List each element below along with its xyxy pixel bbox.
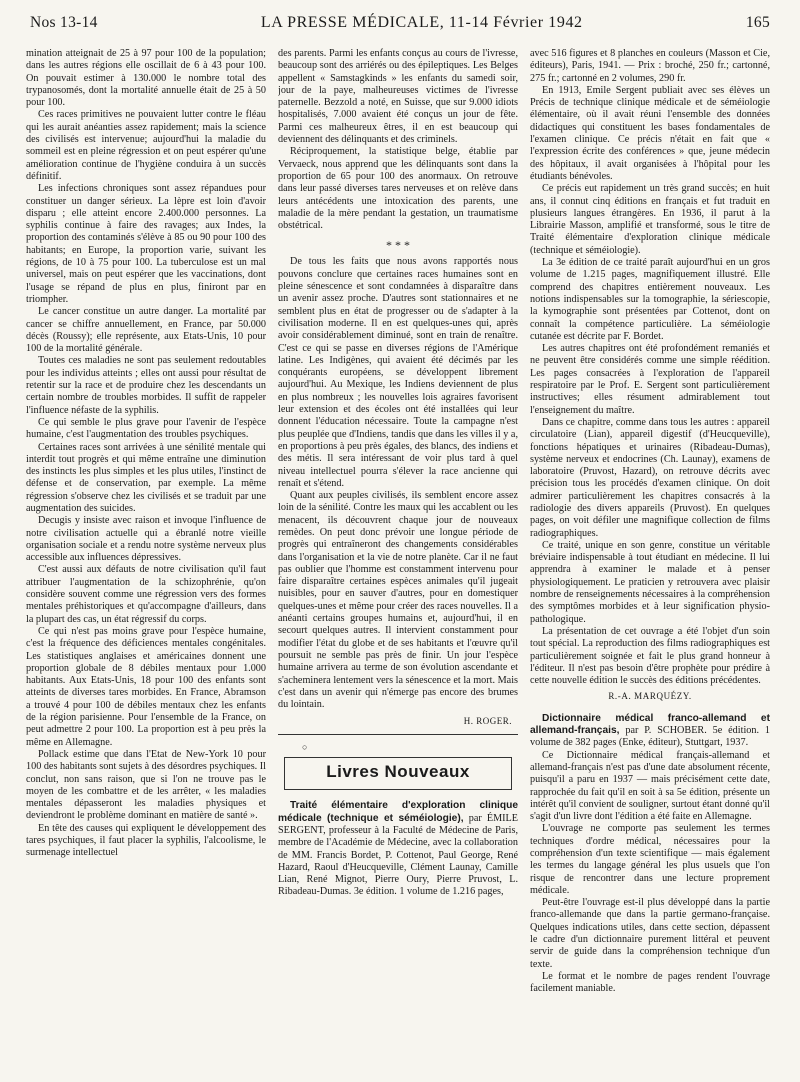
paragraph: Pollack estime que dans l'Etat de New-York 10 pour 100 des habitants sont sujets à des désordres psychiques. Il conclut, non sans raison, que si l'on ne trouve pas le moyen de les combattre et de les arrêter, « les maladies mentales dépasseront les maladies physiques et deviendront le problème dominant en matière de santé ». — [26, 748, 266, 822]
paragraph: Dans ce chapitre, comme dans tous les autres : appareil circulatoire (Lian), appareil digestif (d'Heucqueville), fonctions hépatiques et urinaires (Ribadeau-Dumas), système nerveux et endocrines (Ch. Launay), examens de laboratoire (Pruvost, Hazard), on retrouve décrits avec précision tous les procédés d'examen clinique. On doit admirer particulièrement les chapitres consacrés à la radiologie des divers appareils (Pruvost). En quelques pages, on voit défiler une magnifique collection de films radiographiques. — [530, 416, 770, 539]
paragraph: De tous les faits que nous avons rapportés nous pouvons conclure que certaines races humaines sont en pleine sénescence et sont condamnées à disparaître dans un avenir assez proche. D'autres sont stationnaires et ne semblent plus en état de progresser ou de s'adapter à la civilisation moderne. Il en est quelques-unes qui, après avoir considérablement diminué, sont en train de renaître. C'est ce qui se passe en diverses régions de l'Amérique latine. Les Indigènes, qui avaient été décimés par les conquérants européens, se développent librement aujourd'hui. Au Mexique, les Indiens deviennent de plus en plus nombreux ; les nouvelles lois agraires favorisent leur extension et des écoles ont été installées qui leur donnent l'éducation nécessaire. Toute la campagne n'est plus peuplée que d'Indiens, tandis que dans les villes il y a, en proportions à peu près égales, des blancs, des indiens et des métis. Il sera intéressant de voir plus tard à quel niveau intellectuel pourra s'élever la race ancienne qui renaît et s'étend. — [278, 256, 518, 489]
reviewer-signature: R.-A. MARQUÉZY. — [608, 691, 692, 702]
paragraph: Toutes ces maladies ne sont pas seulement redoutables pour les individus atteints ; elles ont aussi pour résultat de retentir sur la race et de produire chez les descendants un certain nombre de troubles morbides. Il suffit de rappeler l'influence néfaste de la syphilis. — [26, 355, 266, 416]
paragraph: Ces races primitives ne pouvaient lutter contre le fléau qui les aurait anéanties assez rapidement; mais la science des civilisés est intervenue; aujourd'hui la maladie du sommeil est en pleine régression et on peut espérer qu'une amélioration continue de l'hygiène conduira à un succès définitif. — [26, 109, 266, 182]
divider — [278, 734, 518, 735]
book-details: par ÉMILE SERGENT, professeur à la Faculté de Médecine de Paris, membre de l'Académie de Médecine, avec la collaboration de MM. Francis Bordet, P. Cottenot, Paul George, René Hazard, Raoul d'Heucqueville, Clément Launay, Camille Lian, René Mignot, Pierre Oury, Pierre Pruvost, L. Ribadeau-Dumas. 3e édition. 1 volume de 1.216 pages, — [278, 812, 518, 898]
paragraph: Peut-être l'ouvrage est-il plus développé dans la partie franco-allemande que dans la partie germano-française. Quelques indications utiles, dans cette section, dépassent le cadre d'un dictionnaire purement littéral et peuvent servir de guide dans la compréhension technique d'un texte. — [530, 897, 770, 970]
paragraph: Decugis y insiste avec raison et invoque l'influence de notre civilisation actuelle qui a ébranlé notre vieille organisation sociale et a rendu notre système nerveux plus accessible aux influences dépressives. — [26, 515, 266, 564]
book-details: par P. SCHOBER. 5e édition. 1 volume de 382 pages (Enke, éditeur), Stuttgart, 1937. — [530, 725, 770, 749]
book-entry — [530, 713, 770, 750]
paragraph: Certaines races sont arrivées à une sénilité mentale qui interdit tout progrès et qui même entraîne une diminution des instincts les plus simples et les plus utiles, l'instinct de défense et de conservation, par exemple. La même régression s'observe chez les civilisés et se traduit par une augmentation des suicides. — [26, 441, 266, 514]
issue-number: Nos 13-14 — [30, 14, 98, 31]
paragraph: Le cancer constitue un autre danger. La mortalité par cancer se chiffre annuellement, en France, par 50.000 décès (Roussy); elle représente, aux Etats-Unis, 10 pour 100 de la mortalité générale. — [26, 306, 266, 355]
book-entry — [278, 800, 518, 898]
paragraph: Ce qui n'est pas moins grave pour l'espèce humaine, c'est la fréquence des déficiences mentales congénitales. Les statistiques anglaises et américaines donnent une proportion globale de 8 débiles mentaux pour 1.000 habitants. Aux Etats-Unis, 18 pour 100 des enfants sont atteints de diverses tares morbides. En France, Abramson a trouvé 4 pour 100 de débiles mentaux chez les enfants de la région parisienne. Pour l'ensemble de la France, on peut admettre 2 pour 100. La proportion est à peu près la même en Allemagne. — [26, 625, 266, 748]
paragraph: mination atteignait de 25 à 97 pour 100 de la population; dans les autres régions elle oscillait de 6 à 43 pour 100. On pouvait estimer à 130.000 le nombre total des trypanosomés, dont la mortalité annuelle était de 25 à 50 pour 100. — [26, 48, 266, 109]
section-separator: * * * — [386, 238, 410, 253]
book-title: Dictionnaire médical franco-allemand et allemand-français, — [530, 712, 770, 737]
paragraph: Les infections chroniques sont assez répandues pour constituer un danger sérieux. La lèpre est loin d'avoir disparu ; elle atteint encore 2.400.000 personnes. La syphilis continue à faire des ravages; aux Indes, la proportion des contaminés s'élève à 85 ou 90 pour 100 des habitants; en Europe, la proportion varie, suivant les régions, de 10 à 75 pour 100. La tuberculose est un mal universel, mais on peut espérer que les vaccinations, dont l'usage se répand de plus en plus, finiront par en triompher. — [26, 183, 266, 305]
paragraph: Ce Dictionnaire médical français-allemand et allemand-français n'est pas d'une date absolument récente, puisqu'il a paru en 1937 — mais précisément cette date, rapprochée du fait qu'il en soit à sa 5e édition, présente un intérêt qu'il convient de souligner, surtout étant donné qu'il s'agit d'un livre dont l'édition a été faite en Allemagne. — [530, 749, 770, 823]
section-title-box — [284, 757, 512, 790]
paragraph: En tête des causes qui expliquent le développement des tares psychiques, il faut placer la syphilis, l'alcoolisme, le surmenage intellectuel — [26, 822, 266, 859]
author-signature: H. ROGER. — [463, 716, 512, 727]
journal-title-date — [261, 14, 583, 32]
column-2 — [278, 48, 518, 1078]
paragraph: Ce précis eut rapidement un très grand succès; en huit ans, il connut cinq éditions en français et fut traduit en plusieurs langues étrangères. En 1936, il parut à la Librairie Masson, amplifié et transformé, sous le titre de Traité élémentaire d'exploration clinique médicale (technique et séméiologie). — [530, 183, 770, 256]
paragraph: La 3e édition de ce traité paraît aujourd'hui en un gros volume de 1.215 pages, magnifiquement illustré. Elle comprend des chapitres entièrement nouveaux. Les notions indispensables sur la tomographie, la sériescopie, la kymographie sont présentées par Cottenot, dont on connaît la compétence particulière. La séméiologie cutanée est décrite par F. Bordet. — [530, 257, 770, 342]
paragraph: L'ouvrage ne comporte pas seulement les termes techniques d'ordre médical, nécessaires pour la compréhension d'un texte scientifique — mais également les termes du langage général les plus usuels que l'on risque de rencontrer dans une lecture proprement médicale. — [530, 823, 770, 896]
paragraph: Quant aux peuples civilisés, ils semblent encore assez loin de la sénilité. Contre les maux qui les accablent ou les menacent, ils découvrent chaque jour de nouveaux remèdes. On peut donc prévoir une longue période de progrès qui entraîneront des changements considérables dans l'organisation et la vie de notre planète. Car il ne faut pas oublier que l'homme est constamment intervenu pour faire disparaître certaines espèces animales qu'il jugeait nuisibles, pour en sauver d'autres, pour en domestiquer quelques-unes et même pour créer des races nouvelles. Il a anéanti certains groupes humains et, aujourd'hui, il en secourt quelques autres. Il intervient constamment pour modifier l'état du globe et de ses habitants et l'œuvre qu'il poursuit ne semble pas près de finir. Un jour l'espèce humaine arrivera au terme de son évolution ascendante et s'acheminera lentement vers la sénescence et la mort. Mais c'est dans un avenir qui n'émerge pas encore des brumes du lointain. — [278, 490, 518, 711]
paragraph: Ce qui semble le plus grave pour l'avenir de l'espèce humaine, c'est l'augmentation des troubles psychiques. — [26, 416, 266, 441]
paragraph: Les autres chapitres ont été profondément remaniés et ne peuvent être considérés comme une simple réédition. Les pages consacrées à l'exploration de l'appareil respiratoire par le Prof. E. Sergent sont particulièrement instructives; elles résument admirablement tout l'enseignement du maître. — [530, 343, 770, 416]
issue-date: 11-14 Février 1942 — [448, 14, 583, 31]
book-title: Traité élémentaire d'exploration clinique médicale (technique et séméiologie), — [278, 800, 518, 824]
page-header — [26, 14, 774, 36]
paragraph: avec 516 figures et 8 planches en couleurs (Masson et Cie, éditeurs), Paris, 1941. — Prix : broché, 250 fr.; cartonné, 275 fr.; cartonné en 2 volumes, 290 fr. — [530, 48, 770, 84]
paragraph: C'est aussi aux défauts de notre civilisation qu'il faut attribuer l'augmentation de la schizophrénie, qu'on considère souvent comme une régression vers des formes mentales préhistoriques et qu'accompagne d'ailleurs, dans la plupart des cas, un état régressif du corps. — [26, 564, 266, 625]
section-title: Livres Nouveaux — [326, 762, 470, 782]
journal-title: LA PRESSE MÉDICALE, — [260, 14, 445, 31]
paragraph: Ce traité, unique en son genre, constitue un véritable bréviaire indispensable à tout étudiant en médecine. Il lui apprendra à examiner le malade et à penser physiologiquement. Le praticien y retrouvera avec plaisir nombre de renseignements nécessaires à la compréhension des symptômes morbides et à leur signification physio-pathologique. — [530, 539, 770, 625]
paragraph: Le format et le nombre de pages rendent l'ouvrage facilement maniable. — [530, 970, 770, 995]
paragraph: En 1913, Emile Sergent publiait avec ses élèves un Précis de technique clinique médicale et de séméiologie élémentaire, où il avait réuni l'ensemble des données didactiques qui constituent les bases fondamentales de l'examen clinique. Ce précis n'était en fait que « l'expression écrite des conférences » que, jeune médecin des hôpitaux, il avait organisées à l'hôpital pour les étudiants bénévoles. — [530, 84, 770, 182]
bullet-mark: ○ — [302, 741, 308, 752]
paragraph: La présentation de cet ouvrage a été l'objet d'un soin tout spécial. La reproduction des films radiographiques est particulièrement soignée et fait le plus grand honneur à l'éditeur. Il n'est pas besoin d'être prophète pour prédire à cette nouvelle édition le succès des éditions précédentes. — [530, 625, 770, 687]
paragraph: des parents. Parmi les enfants conçus au cours de l'ivresse, beaucoup sont des arriérés ou des épileptiques. Les Belges appellent « Samstagkinds » les enfants du samedi soir, jour de la paye, malheureuses victimes de l'ivresse paternelle. Bezzold a noté, en Suisse, que sur 9.000 idiots hospitalisés, 7.000 avaient été conçus un jour de fête. Parmi ces malheureux êtres, il en est beaucoup qui deviennent des délinquants et des criminels. — [278, 48, 518, 146]
page-number: 165 — [745, 14, 770, 31]
column-1 — [26, 48, 266, 1078]
column-3 — [530, 48, 770, 1078]
article-columns — [26, 48, 774, 1078]
paragraph: Réciproquement, la statistique belge, établie par Vervaeck, nous apprend que les délinquants sont dans la proportion de 65 pour 100 des anormaux. On retrouve dans leur passé diverses tares nerveuses et on relève dans leurs antécédents une intoxication des parents, une maladie de la mère pendant la gestation, un traumatisme obstétrical. — [278, 146, 518, 232]
